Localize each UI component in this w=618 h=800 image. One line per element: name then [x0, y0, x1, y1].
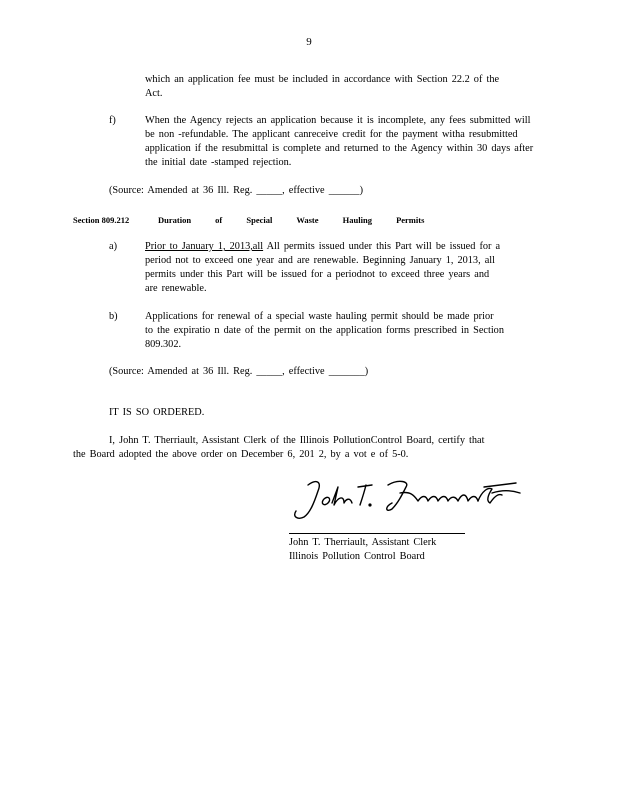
para-a-line-2: period not to exceed one year and are renewable. Beginning January 1, 2013, all [145, 255, 496, 266]
handwritten-signature [288, 473, 528, 523]
para-a-label: a) [109, 241, 117, 252]
para-b-line-1: Applications for renewal of a special waste hauling permit should be made prior [145, 311, 494, 322]
certification-line-1: I, John T. Therriault, Assistant Clerk of the Illinois PollutionControl Board, certify that [109, 435, 485, 446]
source-note-2: (Source: Amended at 36 Ill. Reg. _____, effective _______) [109, 366, 369, 377]
para-f-line-3: application if the resubmittal is complete and returned to the Agency within 30 days after [145, 143, 534, 154]
para-f-line-2: be non -refundable. The applicant canreceive credit for the payment witha resubmitted [145, 129, 518, 140]
order-statement: IT IS SO ORDERED. [109, 407, 205, 418]
page-number: 9 [306, 36, 312, 48]
certification-line-2: the Board adopted the above order on December 6, 201 2, by a vot e of 5-0. [73, 449, 409, 460]
para-f-line-4: the initial date -stamped rejection. [145, 157, 292, 168]
para-a-line-4: are renewable. [145, 283, 207, 294]
para-a-line-1-rest: All permits issued under this Part will be issued for a [263, 241, 501, 252]
signature-line [289, 533, 465, 534]
source-note-1: (Source: Amended at 36 Ill. Reg. _____, effective ______) [109, 185, 364, 196]
para-a-line-1 [145, 240, 500, 254]
para-b-line-3: 809.302. [145, 339, 182, 350]
para-a-line-3: permits under this Part will be issued for a periodnot to exceed three years and [145, 269, 490, 280]
signer-name-title: John T. Therriault, Assistant Clerk [289, 537, 437, 548]
signer-organization: Illinois Pollution Control Board [289, 551, 425, 562]
para-e-line-1: which an application fee must be included in accordance with Section 22.2 of the [145, 74, 500, 85]
para-b-label: b) [109, 311, 118, 322]
para-b-line-2: to the expiratio n date of the permit on the application forms prescribed in Section [145, 325, 504, 336]
para-f-line-1: When the Agency rejects an application because it is incomplete, any fees submitted will [145, 115, 531, 126]
section-number: Section 809.212 [73, 215, 130, 225]
struck-amendment-text: Prior to January 1, 2013,all [145, 241, 264, 252]
para-e-line-2: Act. [145, 88, 163, 99]
para-f-label: f) [109, 115, 116, 126]
section-title: Duration of Special Waste Hauling Permits [158, 215, 425, 225]
